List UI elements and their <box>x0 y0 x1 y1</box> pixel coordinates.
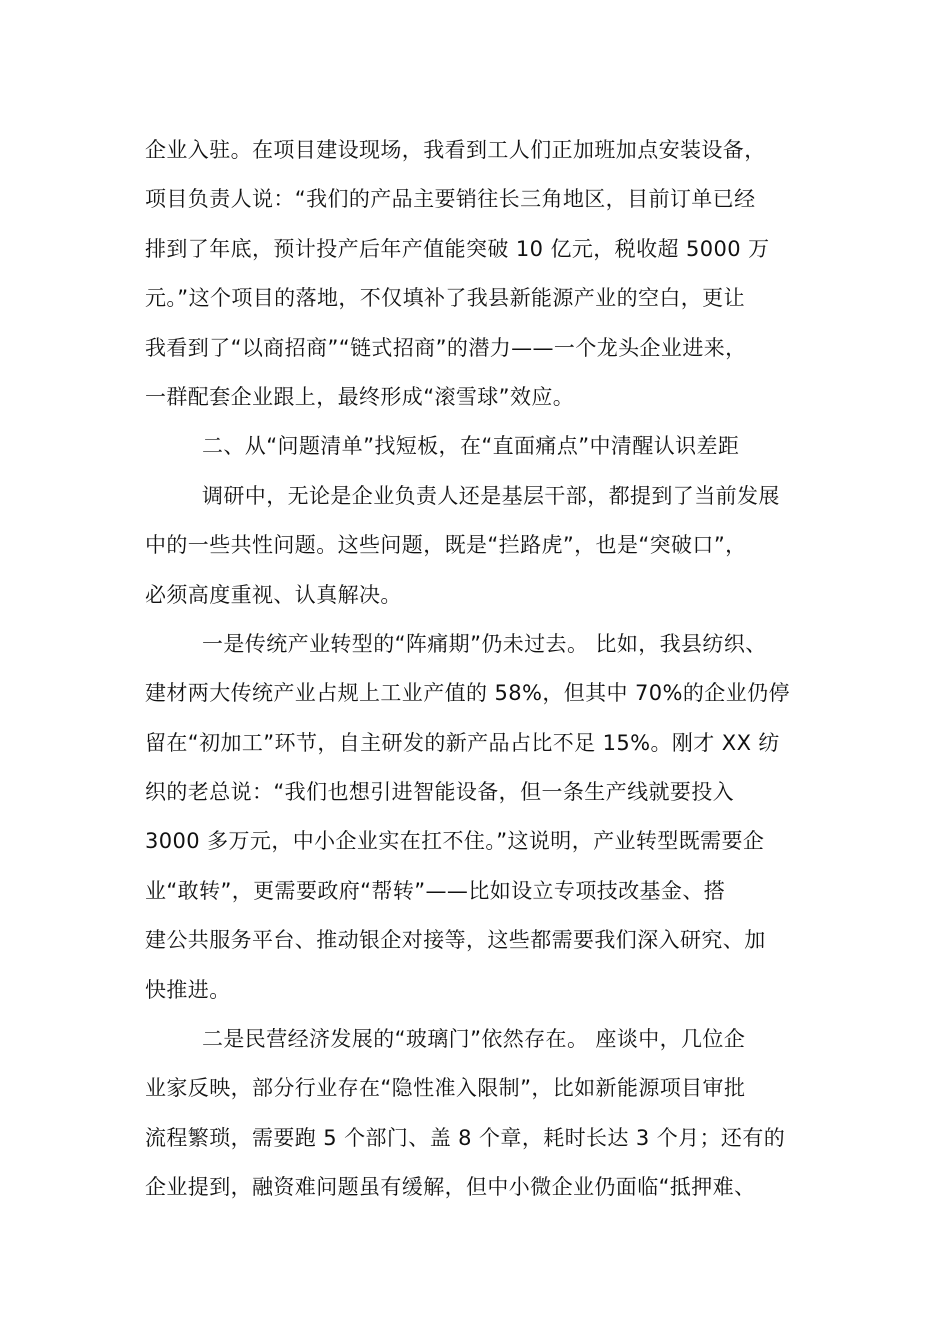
section-heading: 二、从“问题清单”找短板，在“直面痛点”中清醒认识差距 <box>202 434 740 459</box>
text-line: 排到了年底，预计投产后年产值能突破 10 亿元，税收超 5000 万 <box>145 236 770 261</box>
text-line: 我看到了“以商招商”“链式招商”的潜力——一个龙头企业进来， <box>145 335 747 360</box>
text-line: 快推进。 <box>145 977 231 1002</box>
text-line: 必须高度重视、认真解决。 <box>145 582 402 607</box>
body-text <box>145 126 815 1213</box>
text-line: 业家反映，部分行业存在“隐性准入限制”，比如新能源项目审批 <box>145 1076 746 1101</box>
text-line: 元。”这个项目的落地，不仅填补了我县新能源产业的空白，更让 <box>145 286 745 311</box>
text-line: 中的一些共性问题。这些问题，既是“拦路虎”，也是“突破口”， <box>145 533 747 558</box>
text-line: 3000 多万元，中小企业实在扛不住。”这说明，产业转型既需要企 <box>145 829 765 854</box>
text-line: 建材两大传统产业占规上工业产值的 58%，但其中 70%的企业仍停 <box>145 681 790 706</box>
text-line: 流程繁琐，需要跑 5 个部门、盖 8 个章，耗时长达 3 个月；还有的 <box>145 1125 786 1150</box>
text-line: 一群配套企业跟上，最终形成“滚雪球”效应。 <box>145 384 575 409</box>
text-line: 建公共服务平台、推动银企对接等，这些都需要我们深入研究、加 <box>145 928 766 953</box>
text-line: 二是民营经济发展的“玻璃门”依然存在。 座谈中，几位企 <box>202 1027 746 1052</box>
text-line: 留在“初加工”环节，自主研发的新产品占比不足 15%。刚才 XX 纺 <box>145 730 780 755</box>
text-line: 调研中，无论是企业负责人还是基层干部，都提到了当前发展 <box>202 483 780 508</box>
text-line: 企业入驻。在项目建设现场，我看到工人们正加班加点安装设备， <box>145 138 766 162</box>
text-line: 织的老总说：“我们也想引进智能设备，但一条生产线就要投入 <box>145 780 735 805</box>
text-line: 企业提到，融资难问题虽有缓解，但中小微企业仍面临“抵押难、 <box>145 1175 756 1200</box>
text-line: 一是传统产业转型的“阵痛期”仍未过去。 比如，我县纺织、 <box>202 631 767 656</box>
text-line: 业“敢转”，更需要政府“帮转”——比如设立专项技改基金、搭 <box>145 878 726 903</box>
text-line: 项目负责人说：“我们的产品主要销往长三角地区，目前订单已经 <box>145 187 756 212</box>
